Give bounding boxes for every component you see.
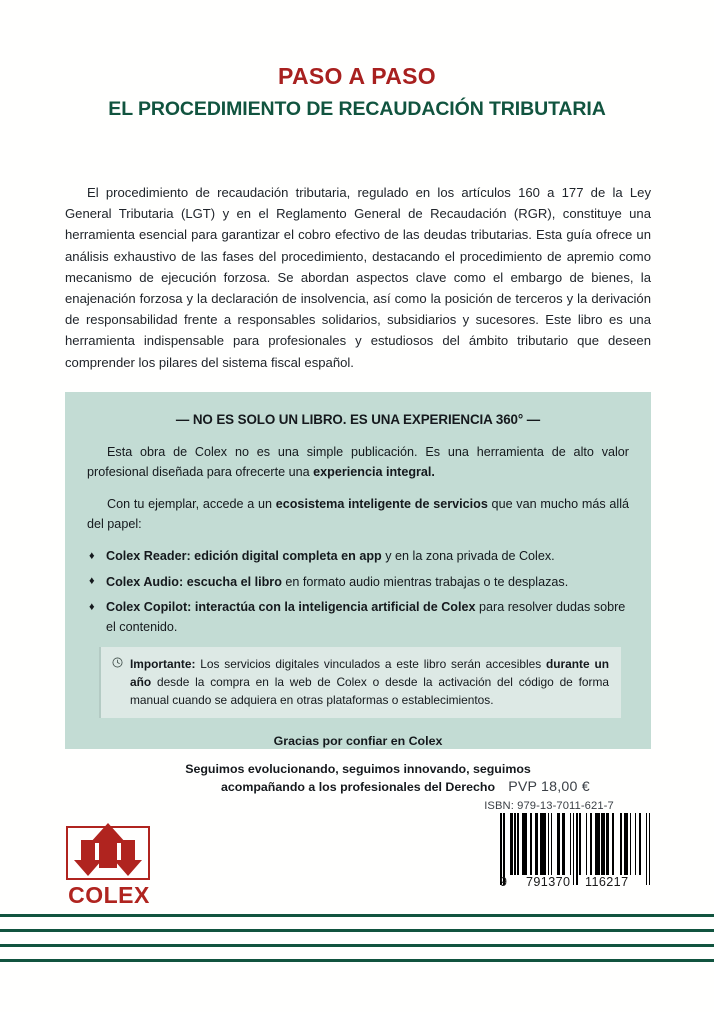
diamond-bullet-icon: ♦ bbox=[89, 600, 95, 613]
list-item bbox=[87, 547, 629, 567]
clock-icon bbox=[112, 657, 123, 668]
bottom-rule-2 bbox=[0, 929, 714, 932]
panel-paragraph-2-pre: Con tu ejemplar, accede a un bbox=[107, 497, 276, 511]
panel-paragraph-2-emphasis: ecosistema inteligente de servicios bbox=[275, 497, 488, 511]
isbn-label: ISBN: 979-13-7011-621-7 bbox=[484, 800, 614, 812]
panel-paragraph-1-emphasis: experiencia integral. bbox=[313, 464, 435, 479]
intro-paragraph: El procedimiento de recaudación tributaria, regulado en los artículos 160 a 177 de la Ley General Tributaria (LGT) y en el Reglamento General de Recaudación (RGR), constituye una herramienta esencial para garantizar el cobro efectivo de las deudas tributarias. Esta guía ofrece un análisis exhaustivo de las fases del procedimiento, destacando el procedimiento de apremio como mecanismo de ejecución forzosa. Se abordan aspectos clave como el embargo de bienes, la enajenación forzosa y la declaración de insolvencia, así como la posición de terceros y la derivación de responsabilidad frente a responsables solidarios, subsidiarios y sucesores. Este libro es una herramienta indispensable para profesionales y estudiosos del ámbito tributario que deseen comprender los pilares del sistema fiscal español. bbox=[65, 185, 651, 370]
bottom-rule-3 bbox=[0, 944, 714, 947]
important-callout-text bbox=[111, 655, 609, 709]
barcode bbox=[500, 813, 651, 903]
list-item-title: Colex Audio: escucha el libro bbox=[106, 574, 282, 589]
important-text-1: Los servicios digitales vinculados a este libro serán accesibles bbox=[195, 657, 547, 671]
panel-footer-slogan-line1: Seguimos evolucionando, seguimos innovando, seguimos bbox=[185, 761, 531, 776]
panel-footer-thanks: Gracias por confiar en Colex bbox=[273, 734, 443, 748]
barcode-digits bbox=[500, 875, 651, 891]
price-isbn-block bbox=[447, 778, 651, 814]
bottom-rule-1 bbox=[0, 914, 714, 917]
services-list bbox=[87, 547, 629, 637]
panel-paragraph-2 bbox=[87, 495, 629, 534]
diamond-bullet-icon: ♦ bbox=[89, 575, 95, 587]
colex-logo bbox=[64, 820, 160, 906]
logo-arrows-icon bbox=[64, 820, 160, 890]
page-title: PASO A PASO bbox=[278, 63, 436, 89]
barcode-digits-right: 116217 bbox=[585, 875, 629, 889]
list-item-text: en formato audio mientras trabajas o te desplazas. bbox=[281, 574, 569, 589]
panel-paragraph-1-text: Esta obra de Colex no es una simple publicación. Es una herramienta de alto valor profesional diseñada para ofrecerte una bbox=[87, 445, 629, 479]
list-item-title: Colex Copilot: interactúa con la inteligencia artificial de Colex bbox=[106, 600, 476, 614]
list-item bbox=[87, 598, 629, 637]
important-text-emphasis: durante un año bbox=[130, 657, 609, 689]
barcode-digit-left: 9 bbox=[500, 875, 508, 889]
bottom-rule-4 bbox=[0, 959, 714, 962]
panel-paragraph-1 bbox=[87, 443, 629, 482]
panel-heading: — NO ES SOLO UN LIBRO. ES UNA EXPERIENCIA 360° — bbox=[175, 412, 541, 427]
list-item-text: y en la zona privada de Colex. bbox=[381, 549, 555, 563]
list-item-text: para resolver dudas sobre el contenido. bbox=[106, 600, 626, 634]
logo-text: COLEX bbox=[68, 882, 150, 908]
price-label: PVP 18,00 € bbox=[508, 779, 590, 795]
panel-paragraph-2-post: que van mucho más allá del papel: bbox=[87, 497, 630, 531]
spacer bbox=[87, 751, 629, 760]
important-callout bbox=[99, 647, 621, 718]
important-text-2: desde la compra en la web de Colex o desde la activación del código de forma manual cuando se adquiera en otras plataformas o establecimientos. bbox=[130, 675, 609, 707]
title-block bbox=[0, 62, 714, 122]
panel-footer-slogan-line2: acompañando a los profesionales del Derecho bbox=[220, 780, 496, 794]
page-subtitle: EL PROCEDIMIENTO DE RECAUDACIÓN TRIBUTARIA bbox=[108, 97, 606, 120]
diamond-bullet-icon: ♦ bbox=[89, 549, 95, 562]
list-item-title: Colex Reader: edición digital completa en app bbox=[106, 549, 382, 563]
list-item bbox=[87, 573, 629, 593]
barcode-digits-mid: 791370 bbox=[526, 875, 571, 889]
important-label: Importante: bbox=[130, 657, 196, 671]
